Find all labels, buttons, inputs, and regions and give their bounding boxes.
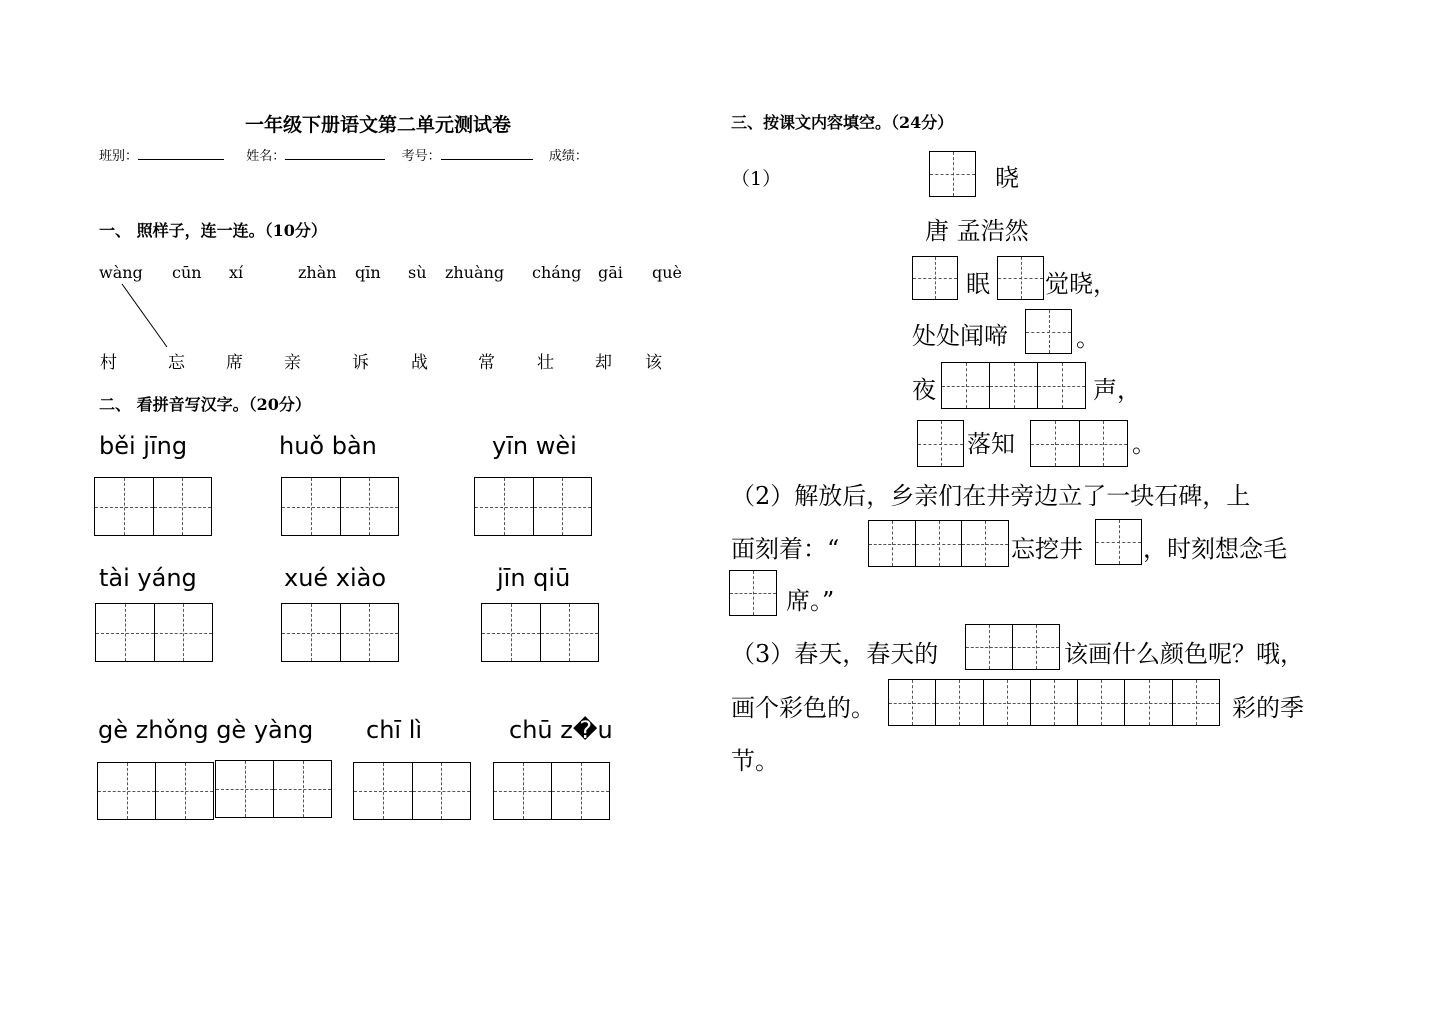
score-label: 成绩：: [548, 149, 588, 164]
q3-line3: 节。: [731, 747, 779, 775]
s1-pinyin-6: zhuàng: [445, 263, 505, 282]
q2-line2-start: 面刻着：“: [731, 535, 840, 563]
q2-line2-end: ，时刻想念毛: [1143, 535, 1287, 563]
s1-pinyin-2: xí: [229, 263, 244, 282]
name-label: 姓名：: [246, 149, 286, 164]
q1-number: （1）: [731, 168, 782, 190]
poem-line1-blank-2[interactable]: [997, 256, 1044, 300]
s1-pinyin-5: sù: [408, 263, 427, 282]
s2-pinyin-yinwei: yīn wèi: [492, 432, 577, 460]
s1-pinyin-0: wàng: [99, 263, 143, 282]
poem-author: 唐 孟浩然: [925, 217, 1029, 245]
section3-heading: 三、按课文内容填空。（24分）: [731, 113, 954, 132]
q3-blanks-1[interactable]: [965, 624, 1060, 670]
poem-title-char: 晓: [995, 164, 1019, 192]
poem-line1-mid: 眠: [966, 270, 990, 298]
poem-line4-end: 。: [1132, 430, 1156, 458]
s1-pinyin-1: cūn: [172, 263, 202, 282]
s1-char-4: 诉: [352, 353, 369, 373]
s1-pinyin-3: zhàn: [298, 263, 337, 282]
s2-pinyin-beijing: běi jīng: [99, 432, 188, 460]
poem-line3-blanks[interactable]: [941, 362, 1086, 409]
poem-line3-end: 声，: [1093, 376, 1141, 404]
q3-line1-end: 该画什么颜色呢？哦，: [1064, 640, 1304, 668]
s1-char-8: 却: [595, 353, 612, 373]
q2-line2-mid: 忘挖井: [1011, 535, 1083, 563]
q1-title-blank[interactable]: [929, 151, 976, 197]
s2-pinyin-chuzou: chū z�u: [509, 716, 613, 744]
s2-writing-grid-chuzou[interactable]: [493, 762, 610, 820]
example-connect-line: [0, 0, 700, 400]
s2-pinyin-taiyang: tài yáng: [99, 564, 197, 592]
s1-char-6: 常: [478, 353, 495, 373]
s2-pinyin-xuexiao: xué xiào: [284, 564, 387, 592]
poem-line4-blanks-2[interactable]: [1030, 420, 1128, 467]
poem-line1-blank-1[interactable]: [912, 256, 958, 300]
s2-writing-grid-gezhong[interactable]: [97, 762, 214, 820]
s2-writing-grid-beijing[interactable]: [94, 477, 212, 536]
poem-line2-end: 。: [1076, 324, 1100, 352]
s1-char-3: 亲: [284, 353, 301, 373]
s1-pinyin-9: què: [652, 263, 683, 282]
s1-pinyin-7: cháng: [532, 263, 582, 282]
poem-line2-start: 处处闻啼: [912, 322, 1008, 350]
q2-line1: （2）解放后，乡亲们在井旁边立了一块石碑，上: [731, 482, 1251, 510]
q3-line1-start: （3）春天，春天的: [731, 640, 939, 668]
q2-blanks-1[interactable]: [868, 520, 1009, 567]
poem-line3-start: 夜: [912, 376, 936, 404]
s2-writing-grid-jinqiu[interactable]: [481, 603, 599, 662]
section2-heading: 二、 看拼音写汉字。（20分）: [99, 395, 311, 414]
poem-line2-blank[interactable]: [1025, 309, 1072, 354]
s2-writing-grid-taiyang[interactable]: [95, 603, 213, 662]
s1-pinyin-4: qīn: [355, 263, 381, 282]
s2-writing-grid-huoban[interactable]: [281, 477, 399, 536]
s1-char-2: 席: [226, 353, 243, 373]
s2-pinyin-huoban: huǒ bàn: [279, 432, 377, 460]
q3-blanks-2[interactable]: [888, 679, 1220, 726]
q3-line2-start: 画个彩色的。: [731, 694, 875, 722]
s2-writing-grid-xuexiao[interactable]: [281, 603, 399, 662]
s2-pinyin-chili: chī lì: [366, 716, 423, 744]
s2-writing-grid-geyang[interactable]: [215, 760, 332, 818]
s2-pinyin-gezhonggeyang: gè zhǒng gè yàng: [98, 716, 314, 744]
q2-blank-3[interactable]: [729, 570, 777, 616]
s1-char-5: 战: [411, 353, 428, 373]
exam-number-label: 考号：: [401, 149, 441, 164]
s2-writing-grid-chili[interactable]: [353, 762, 471, 820]
q2-blank-2[interactable]: [1095, 519, 1142, 565]
poem-line4-blank-1[interactable]: [917, 420, 964, 467]
s1-char-9: 该: [645, 353, 662, 373]
class-label: 班别：: [99, 149, 139, 164]
s1-char-1: 忘: [168, 353, 185, 373]
s2-pinyin-jinqiu: jīn qiū: [497, 564, 571, 592]
section1-heading: 一、 照样子，连一连。（10分）: [99, 221, 327, 240]
s1-pinyin-8: gāi: [598, 263, 623, 282]
poem-line4-mid: 落知: [967, 430, 1015, 458]
example-connect-line-stroke: [122, 284, 167, 347]
poem-line1-end: 觉晓，: [1045, 270, 1117, 298]
s1-char-0: 村: [100, 353, 117, 373]
s2-writing-grid-yinwei[interactable]: [474, 477, 592, 536]
q2-line3-end: 席。”: [786, 587, 835, 615]
s1-char-7: 壮: [537, 353, 554, 373]
q3-line2-end: 彩的季: [1232, 694, 1304, 722]
page-title: 一年级下册语文第二单元测试卷: [245, 114, 512, 136]
